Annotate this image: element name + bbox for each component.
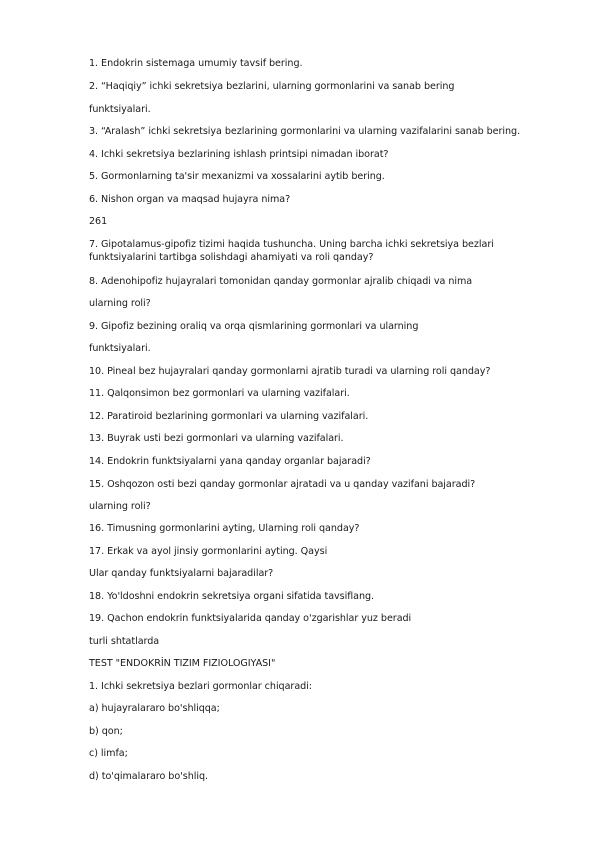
question-19-continued: turli shtatlarda	[89, 636, 160, 647]
question-10: 10. Pineal bez hujayralari qanday gormonlarni ajratib turadi va ularning roli qanday?	[89, 366, 491, 377]
question-5: 5. Gormonlarning ta'sir mexanizmi va xossalarini aytib bering.	[89, 171, 385, 182]
question-3: 3. “Aralash” ichki sekretsiya bezlarining gormonlarini va ularning vazifalarini sanab bering.	[89, 126, 521, 137]
question-16: 16. Timusning gormonlarini ayting, Ularning roli qanday?	[89, 523, 360, 534]
answer-option-a: a) hujayralararo bo'shliqqa;	[89, 703, 220, 714]
question-17: 17. Erkak va ayol jinsiy gormonlarini ayting. Qaysi	[89, 546, 328, 557]
question-14: 14. Endokrin funktsiyalarni yana qanday organlar bajaradi?	[89, 456, 371, 467]
question-17-continued: Ular qanday funktsiyalarni bajaradilar?	[89, 568, 274, 579]
question-2: 2. “Haqiqiy” ichki sekretsiya bezlarini, ularning gormonlarini va sanab bering	[89, 81, 455, 92]
question-19: 19. Qachon endokrin funktsiyalarida qanday o'zgarishlar yuz beradi	[89, 613, 412, 624]
question-4: 4. Ichki sekretsiya bezlarining ishlash printsipi nimadan iborat?	[89, 149, 389, 160]
question-1: 1. Endokrin sistemaga umumiy tavsif bering.	[89, 58, 303, 69]
test-heading: TEST "ENDOKRİN TIZIM FIZIOLOGIYASI"	[89, 658, 276, 669]
question-13: 13. Buyrak usti bezi gormonlari va ularning vazifalari.	[89, 433, 344, 444]
question-18: 18. Yo'ldoshni endokrin sekretsiya organi sifatida tavsiflang.	[89, 591, 375, 602]
question-15-continued: ularning roli?	[89, 501, 151, 512]
question-9-continued: funktsiyalari.	[89, 343, 151, 354]
answer-option-d: d) to'qimalararo bo'shliq.	[89, 771, 208, 782]
question-11: 11. Qalqonsimon bez gormonlari va ularning vazifalari.	[89, 388, 350, 399]
question-6: 6. Nishon organ va maqsad hujayra nima?	[89, 194, 291, 205]
question-7: 7. Gipotalamus-gipofiz tizimi haqida tushuncha. Uning barcha ichki sekretsiya bezlari funktsiyalarini tartibga solishdagi ahamiyati va roli qanday?	[89, 239, 494, 263]
question-2-continued: funktsiyalari.	[89, 104, 151, 115]
test-question-1: 1. Ichki sekretsiya bezlari gormonlar chiqaradi:	[89, 681, 312, 692]
question-12: 12. Paratiroid bezlarining gormonlari va ularning vazifalari.	[89, 411, 369, 422]
question-15: 15. Oshqozon osti bezi qanday gormonlar ajratadi va u qanday vazifani bajaradi?	[89, 479, 476, 490]
page-number: 261	[89, 216, 108, 227]
answer-option-b: b) qon;	[89, 726, 123, 737]
question-9: 9. Gipofiz bezining oraliq va orqa qismlarining gormonlari va ularning	[89, 321, 419, 332]
answer-option-c: c) limfa;	[89, 748, 128, 759]
question-8-continued: ularning roli?	[89, 298, 151, 309]
question-8: 8. Adenohipofiz hujayralari tomonidan qanday gormonlar ajralib chiqadi va nima	[89, 276, 473, 287]
